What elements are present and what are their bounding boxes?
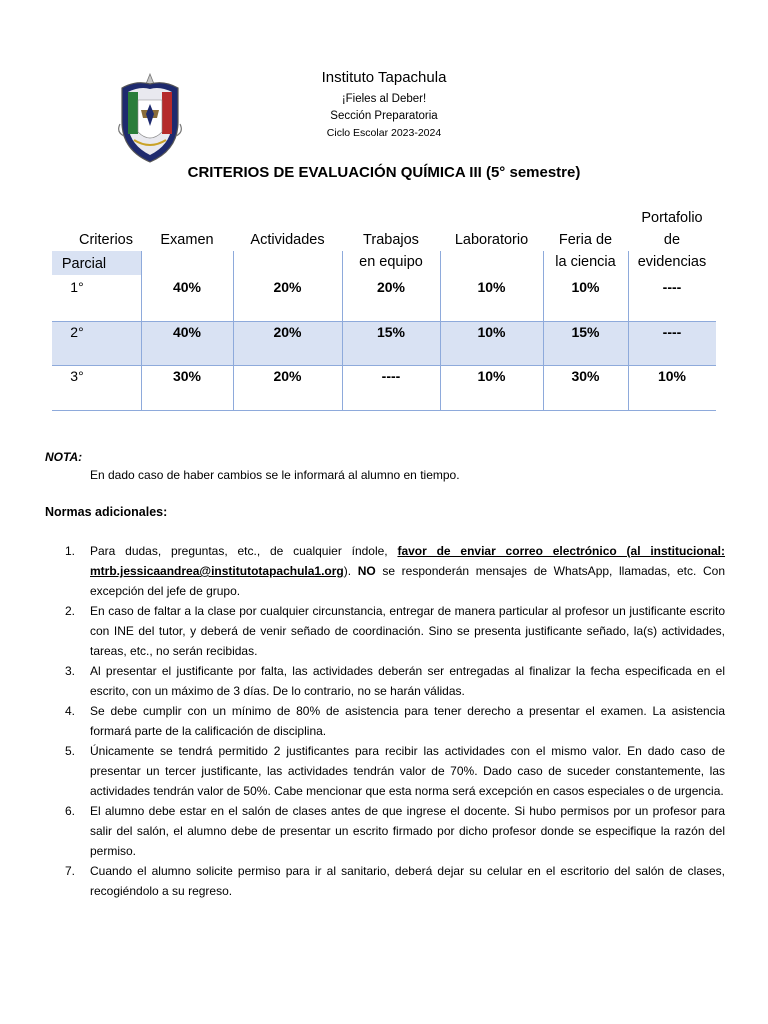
rule-item (65, 601, 725, 661)
header-trabajos-line1: Trabajos (363, 232, 419, 248)
row-divider (52, 410, 716, 411)
header-parcial: Parcial (61, 256, 107, 272)
row1-feria: 10% (571, 279, 600, 295)
header-feria-line1: Feria de (558, 232, 613, 248)
rule-number: 2. (65, 604, 76, 618)
header-laboratorio: Laboratorio (454, 232, 529, 248)
row3-trabajos: ---- (381, 368, 401, 384)
rule-text: se responderán mensajes de WhatsApp, llamadas, etc. Con excepción del jefe de grupo. (90, 564, 725, 598)
rule-text: Al presentar el justificante por falta, las actividades deberán ser entregadas al finalizar la fecha especificada en el escrito, con un máximo de 3 días. De lo contrario, no se harán válidas. (90, 664, 725, 698)
row2-parcial: 2° (70, 324, 84, 340)
school-motto: ¡Fieles al Deber! (341, 93, 427, 105)
rule-number: 7. (65, 864, 76, 878)
row2-portafolio: ---- (662, 324, 682, 340)
row2-trabajos: 15% (376, 324, 406, 340)
header-criterios: Criterios (79, 232, 133, 248)
row1-laboratorio: 10% (477, 279, 506, 295)
header-portafolio-line2: de (663, 232, 681, 248)
document-title: CRITERIOS DE EVALUACIÓN QUÍMICA III (5° semestre) (187, 164, 581, 181)
header-examen: Examen (160, 232, 214, 248)
row2-laboratorio: 10% (477, 324, 506, 340)
school-section: Sección Preparatoria (330, 110, 438, 122)
rule-number: 6. (65, 804, 76, 818)
rule-text: Únicamente se tendrá permitido 2 justificantes para recibir las actividades con el mismo valor. En dado caso de presentar un tercer justificante, las actividades tendrán valor de 70%. Dado caso de suceder constantemente, las actividades tendrán valor de 50%. Cabe mencionar que esta norma será excepción en casos especiales o de urgencia. (90, 744, 725, 798)
rule-text: ). (343, 564, 358, 578)
row1-examen: 40% (172, 279, 202, 295)
rule-item (65, 861, 725, 901)
row-divider (52, 321, 716, 322)
row3-parcial: 3° (70, 368, 84, 384)
school-name: Instituto Tapachula (321, 69, 447, 86)
row3-examen: 30% (172, 368, 202, 384)
rule-text: Cuando el alumno solicite permiso para ir al sanitario, deberá dejar su celular en el escritorio del salón de clases, recogiéndolo a su regreso. (90, 864, 725, 898)
row1-actividades: 20% (273, 279, 302, 295)
rule-number: 1. (65, 544, 76, 558)
header-portafolio-line3: evidencias (637, 254, 707, 270)
rule-item (65, 661, 725, 701)
row-divider (52, 365, 716, 366)
rules-list (65, 541, 725, 901)
header-portafolio-line1: Portafolio (641, 210, 703, 226)
nota-text: En dado caso de haber cambios se le informará al alumno en tiempo. (90, 468, 460, 482)
rule-emphasis: NO (357, 564, 376, 578)
row3-actividades: 20% (273, 368, 302, 384)
header-feria-line2: la ciencia (555, 254, 616, 270)
row3-portafolio: 10% (657, 368, 687, 384)
rule-item (65, 701, 725, 741)
nota-label: NOTA: (45, 450, 83, 464)
rule-number: 4. (65, 704, 76, 718)
row2-actividades: 20% (273, 324, 302, 340)
criteria-table (52, 204, 716, 414)
rule-item (65, 541, 725, 601)
rule-email-link[interactable]: favor de enviar correo electrónico (al institucional: mtrb.jessicaandrea@institutotapachula1.org (90, 544, 726, 578)
school-cycle: Ciclo Escolar 2023-2024 (326, 127, 442, 139)
rule-text: En caso de faltar a la clase por cualquier circunstancia, entregar de manera particular al profesor un justificante escrito con INE del tutor, y deberá de venir señado de coordinación. Sino se presenta justificante señado, la(s) actividades, tareas, etc., no serán recibidas. (90, 604, 725, 658)
rule-item (65, 801, 725, 861)
rule-text: Se debe cumplir con un mínimo de 80% de asistencia para tener derecho a presentar el examen. La asistencia formará parte de la calificación de disciplina. (90, 704, 725, 738)
row2-feria: 15% (571, 324, 600, 340)
row3-laboratorio: 10% (477, 368, 506, 384)
rule-number: 3. (65, 664, 76, 678)
row1-trabajos: 20% (376, 279, 406, 295)
header-actividades: Actividades (250, 232, 325, 248)
row3-feria: 30% (571, 368, 600, 384)
row1-parcial: 1° (70, 279, 84, 295)
rule-item (65, 741, 725, 801)
row1-portafolio: ---- (662, 279, 682, 295)
normas-heading: Normas adicionales: (45, 505, 168, 519)
rule-text: Para dudas, preguntas, etc., de cualquier índole, (90, 544, 398, 558)
header-trabajos-line2: en equipo (359, 254, 423, 270)
rule-text: El alumno debe estar en el salón de clases antes de que ingrese el docente. Si hubo permisos por un profesor para salir del salón, el alumno debe de presentar un escrito firmado por dicho profesor donde se especifique la razón del permiso. (90, 804, 725, 858)
row2-examen: 40% (172, 324, 202, 340)
rule-number: 5. (65, 744, 76, 758)
